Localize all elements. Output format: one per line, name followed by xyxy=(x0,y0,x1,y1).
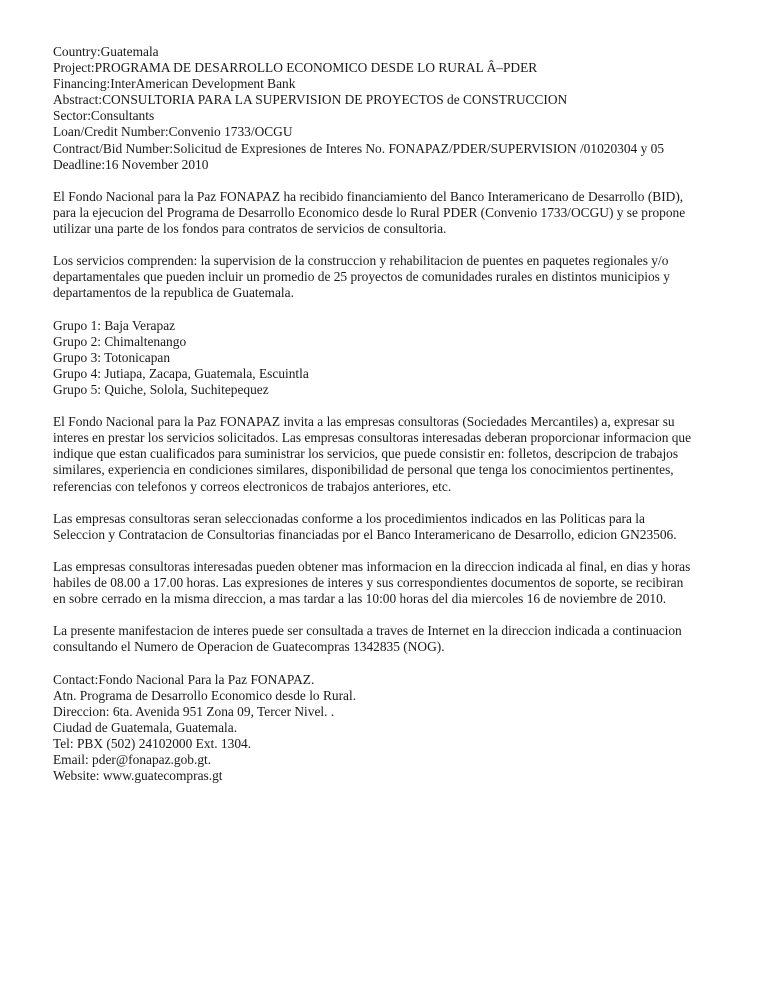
group-list xyxy=(53,318,693,398)
paragraph-internet xyxy=(53,623,693,655)
contact-block xyxy=(53,672,693,785)
paragraph-internet-text: La presente manifestacion de interes puede ser consultada a traves de Internet en la direccion indicada a continuacion consultando el Numero de Operacion de Guatecompras 1342835 (NOG). xyxy=(53,623,682,655)
contact-line-website: Website: www.guatecompras.gt xyxy=(53,768,223,784)
meta-line-financing: Financing:InterAmerican Development Bank xyxy=(53,76,296,92)
contact-line-telephone: Tel: PBX (502) 24102000 Ext. 1304. xyxy=(53,736,252,752)
meta-line-deadline: Deadline:16 November 2010 xyxy=(53,156,209,172)
group-item-3: Grupo 3: Totonicapan xyxy=(53,349,171,365)
group-item-2: Grupo 2: Chimaltenango xyxy=(53,333,187,349)
contact-line-attention: Atn. Programa de Desarrollo Economico desde lo Rural. xyxy=(53,687,357,703)
meta-line-loan-credit-number: Loan/Credit Number:Convenio 1733/OCGU xyxy=(53,124,293,140)
group-item-4: Grupo 4: Jutiapa, Zacapa, Guatemala, Escuintla xyxy=(53,365,309,381)
document-body xyxy=(53,44,708,784)
meta-line-country: Country:Guatemala xyxy=(53,44,159,59)
paragraph-selection xyxy=(53,511,693,543)
group-item-5: Grupo 5: Quiche, Solola, Suchitepequez xyxy=(53,381,269,397)
paragraph-invitation-text: El Fondo Nacional para la Paz FONAPAZ invita a las empresas consultoras (Sociedades Mercantiles) a, expresar su interes en prestar los servicios solicitados. Las empresas consultoras interesadas deberan proporcionar informacion que indique que estan cualificados para suministrar los servicios, que puede consistir en: folletos, descripcion de trabajos similares, experiencia en condiciones similares, disponibilidad de personal que tenga los conocimientos pertinentes, referencias con telefonos y correos electronicos de trabajos anteriores, etc. xyxy=(53,414,692,494)
paragraph-invitation xyxy=(53,414,693,494)
meta-line-contract-bid-number: Contract/Bid Number:Solicitud de Expresiones de Interes No. FONAPAZ/PDER/SUPERVISION /01020304 y 05 xyxy=(53,140,665,156)
paragraph-services-text: Los servicios comprenden: la supervision de la construccion y rehabilitacion de puentes en paquetes regionales y/o departamentales que pueden incluir un promedio de 25 proyectos de comunidades rurales en distintos municipios y departamentos de la republica de Guatemala. xyxy=(53,253,670,301)
contact-line-address: Direccion: 6ta. Avenida 951 Zona 09, Tercer Nivel. . xyxy=(53,703,335,719)
meta-line-sector: Sector:Consultants xyxy=(53,108,155,124)
paragraph-submission xyxy=(53,559,693,607)
notice-metadata-block xyxy=(53,44,708,173)
paragraph-financing-text: El Fondo Nacional para la Paz FONAPAZ ha recibido financiamiento del Banco Interamericano de Desarrollo (BID), para la ejecucion del Programa de Desarrollo Economico desde lo Rural PDER (Convenio 1733/OCGU) y se propone utilizar una parte de los fondos para contratos de servicios de consultoria. xyxy=(53,188,686,237)
paragraph-submission-text: Las empresas consultoras interesadas pueden obtener mas informacion en la direccion indicada al final, en dias y horas habiles de 08.00 a 17.00 horas. Las expresiones de interes y sus correspondientes documentos de soporte, se recibiran en sobre cerrado en la misma direccion, a mas tardar a las 10:00 horas del dia miercoles 16 de noviembre de 2010. xyxy=(53,559,691,607)
meta-line-project: Project:PROGRAMA DE DESARROLLO ECONOMICO DESDE LO RURAL Â–PDER xyxy=(53,60,538,76)
contact-line-email: Email: pder@fonapaz.gob.gt. xyxy=(53,752,212,768)
paragraph-selection-text: Las empresas consultoras seran seleccionadas conforme a los procedimientos indicados en las Politicas para la Seleccion y Contratacion de Consultorias financiadas por el Banco Interamericano de Desarrollo, edicion GN23506. xyxy=(53,510,677,542)
contact-line-organization: Contact:Fondo Nacional Para la Paz FONAPAZ. xyxy=(53,671,315,687)
paragraph-services xyxy=(53,253,693,301)
contact-line-city: Ciudad de Guatemala, Guatemala. xyxy=(53,719,238,735)
group-item-1: Grupo 1: Baja Verapaz xyxy=(53,317,176,333)
meta-line-abstract: Abstract:CONSULTORIA PARA LA SUPERVISION DE PROYECTOS de CONSTRUCCION xyxy=(53,92,568,108)
paragraph-financing xyxy=(53,189,693,237)
